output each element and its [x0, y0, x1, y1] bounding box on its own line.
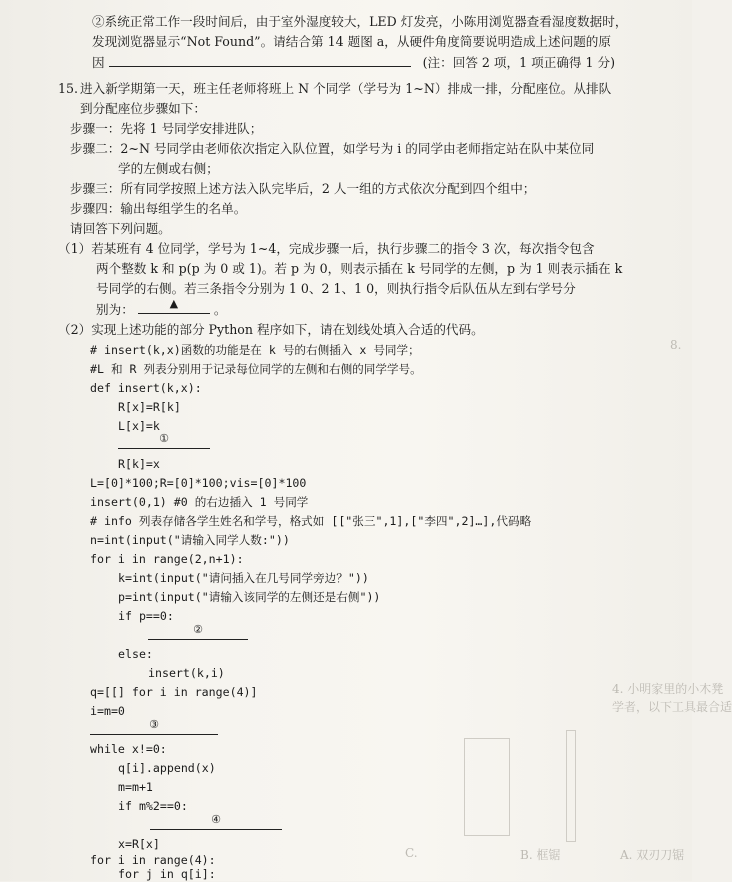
- part-1-label: 别为：: [96, 302, 134, 317]
- code-line: p=int(input("请输入该同学的左侧还是右侧")): [118, 590, 381, 604]
- code-line: i=m=0: [90, 704, 125, 718]
- step-2: 学的左侧或右侧；: [118, 161, 219, 176]
- triangle-marker: ▲: [169, 297, 179, 310]
- code-line: m=m+1: [118, 780, 153, 794]
- bleed-text: 学者，以下工具最合适: [612, 700, 732, 714]
- bleed-text: C.: [405, 846, 418, 860]
- bleed-text: A. 双刃刀锯: [620, 848, 685, 862]
- answer-blank-4[interactable]: [150, 813, 282, 830]
- code-line: [150, 813, 282, 834]
- q14-line: ②系统正常工作一段时间后，由于室外湿度较大，LED 灯发亮，小陈用浏览器查看湿度数据时，: [92, 14, 628, 29]
- code-line: else:: [118, 647, 153, 661]
- blank-number: ②: [193, 623, 203, 636]
- part-1: （1）若某班有 4 位同学，学号为 1~4，完成步骤一后，执行步骤二的指令 3 次，每次指令包含: [58, 241, 595, 256]
- code-line: n=int(input("请输入同学人数:")): [90, 533, 290, 547]
- code-line: if p==0:: [118, 609, 174, 623]
- q14-line: 发现浏览器显示“Not Found”。请结合第 14 题图 a，从硬件角度简要说明造成上述问题的原: [92, 34, 611, 49]
- part-1: 号同学的右侧。若三条指令分别为 1 0、2 1、1 0，则执行指令后队伍从左到右学号分: [96, 281, 576, 296]
- part-2: （2）实现上述功能的部分 Python 程序如下，请在划线处填入合适的代码。: [58, 322, 484, 337]
- q15-intro: 到分配座位步骤如下：: [80, 101, 206, 116]
- question-number: 15.: [58, 81, 79, 96]
- answer-blank-2[interactable]: [148, 623, 248, 640]
- code-comment: # info 列表存储各学生姓名和学号，格式如 [["张三",1],["李四",2]…],代码略: [90, 514, 532, 528]
- step-4: 步骤四：输出每组学生的名单。: [70, 201, 247, 216]
- code-line: L=[0]*100;R=[0]*100;vis=[0]*100: [90, 476, 307, 490]
- q14-note: (注：回答 2 项，1 项正确得 1 分): [422, 55, 616, 70]
- answer-blank-3[interactable]: [90, 718, 218, 735]
- bleed-figure: [566, 730, 576, 842]
- blank-number: ①: [159, 432, 169, 445]
- answer-blank[interactable]: [138, 297, 210, 314]
- bleed-text: 8.: [670, 338, 682, 352]
- q15-intro: 进入新学期第一天，班主任老师将班上 N 个同学（学号为 1~N）排成一排，分配座位。从排队: [80, 81, 612, 96]
- blank-number: ④: [211, 813, 221, 826]
- step-1: 步骤一：先将 1 号同学安排进队；: [70, 121, 263, 136]
- bleed-text: 4. 小明家里的小木凳: [612, 682, 724, 696]
- step-3: 步骤三：所有同学按照上述方法入队完毕后，2 人一组的方式依次分配到四个组中；: [70, 181, 536, 196]
- code-line: q[i].append(x): [118, 761, 216, 775]
- code-line: [118, 432, 210, 453]
- bleed-text: B. 框锯: [520, 848, 561, 862]
- code-line: [90, 718, 218, 739]
- ask-text: 请回答下列问题。: [70, 221, 171, 236]
- q14-line: [92, 54, 615, 71]
- code-line: R[k]=x: [118, 457, 160, 471]
- bleed-figure: [464, 738, 510, 836]
- code-line: def insert(k,x):: [90, 381, 202, 395]
- code-line: for i in range(2,n+1):: [90, 552, 244, 566]
- code-line: while x!=0:: [90, 742, 167, 756]
- step-2: 步骤二：2~N 号同学由老师依次指定入队位置，如学号为 i 的同学由老师指定站在队中某位同: [70, 141, 595, 156]
- code-line: [148, 623, 248, 644]
- code-line: for i in range(4):: [90, 853, 216, 867]
- code-line: k=int(input("请问插入在几号同学旁边？")): [118, 571, 369, 585]
- code-line: insert(k,i): [148, 666, 225, 680]
- q14-prefix: 因: [92, 55, 105, 70]
- code-line: x=R[x]: [118, 837, 160, 851]
- answer-blank-1[interactable]: [118, 432, 210, 449]
- code-line: q=[[] for i in range(4)]: [90, 685, 258, 699]
- code-comment: #L 和 R 列表分别用于记录每位同学的左侧和右侧的同学学号。: [90, 362, 422, 376]
- answer-blank[interactable]: [109, 54, 411, 67]
- code-comment: # insert(k,x)函数的功能是在 k 号的右侧插入 x 号同学；: [90, 343, 420, 357]
- part-1: 两个整数 k 和 p(p 为 0 或 1)。若 p 为 0，则表示插在 k 号同学的左侧，p 为 1 则表示插在 k: [96, 261, 623, 276]
- code-line: insert(0,1) #0 的右边插入 1 号同学: [90, 495, 309, 509]
- code-line: L[x]=k: [118, 419, 160, 433]
- code-line: if m%2==0:: [118, 799, 188, 813]
- part-1: 别为： ▲ 。: [96, 297, 227, 317]
- code-line: for j in q[i]:: [118, 867, 216, 881]
- blank-number: ③: [149, 718, 159, 731]
- code-line: R[x]=R[k]: [118, 400, 181, 414]
